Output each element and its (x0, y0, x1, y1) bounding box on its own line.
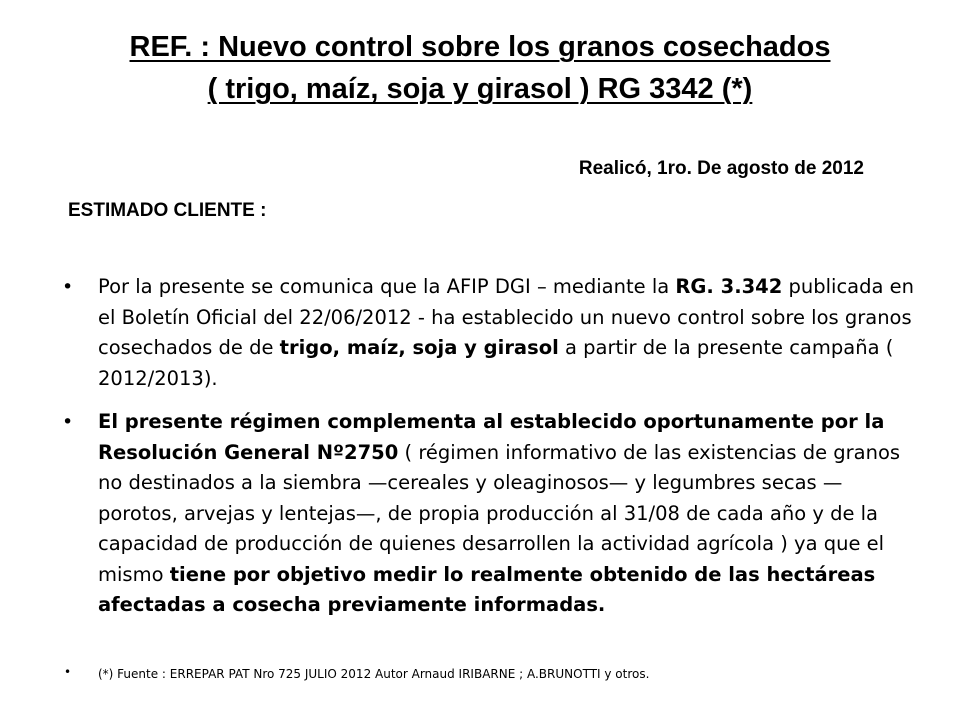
paragraph-bold-text: El presente régimen complementa al establecido oportunamente por la Resolución General Nº2750 (98, 410, 885, 464)
source-footnote: (*) Fuente : ERREPAR PAT Nro 725 JULIO 2012 Autor Arnaud IRIBARNE ; A.BRUNOTTI y otros. (98, 667, 650, 681)
bullet-dot-icon: • (62, 276, 74, 298)
title-line-1: REF. : Nuevo control sobre los granos cosechados (129, 31, 831, 63)
paragraph-bold-text: RG. 3.342 (675, 275, 783, 298)
paragraph-rg3342 (98, 272, 918, 394)
paragraph-bold-text: trigo, maíz, soja y girasol (279, 336, 559, 359)
letter-date: Realicó, 1ro. De agosto de 2012 (578, 158, 864, 179)
paragraph-bold-text: tiene por objetivo medir lo realmente obtenido de las hectáreas afectadas a cosecha previamente informadas. (98, 562, 876, 616)
paragraph-text: publicada en el Boletín Oficial del 22/06/2012 - ha establecido un nuevo control sobre los granos cosechados de de (98, 275, 915, 359)
document-title (40, 26, 920, 110)
paragraph-text: ( régimen informativo de las existencias de granos no destinados a la siembra —cereales y oleaginosos— y legumbres secas —porotos, arvejas y lentejas—, de propia producción al 31/08 de cada año y de la capacidad de producción de quienes desarrollen la actividad agrícola ) ya que el mismo (98, 440, 901, 586)
paragraph-text: Por la presente se comunica que la AFIP DGI – mediante la (98, 275, 676, 298)
title-line-2: ( trigo, maíz, soja y girasol ) RG 3342 (*) (207, 73, 753, 105)
paragraph-rg2750 (98, 407, 918, 621)
paragraph-text: a partir de la presente campaña ( 2012/2013). (98, 336, 894, 390)
salutation: ESTIMADO CLIENTE : (68, 200, 267, 221)
bullet-dot-icon: • (62, 411, 74, 433)
bullet-dot-icon: • (64, 665, 72, 679)
